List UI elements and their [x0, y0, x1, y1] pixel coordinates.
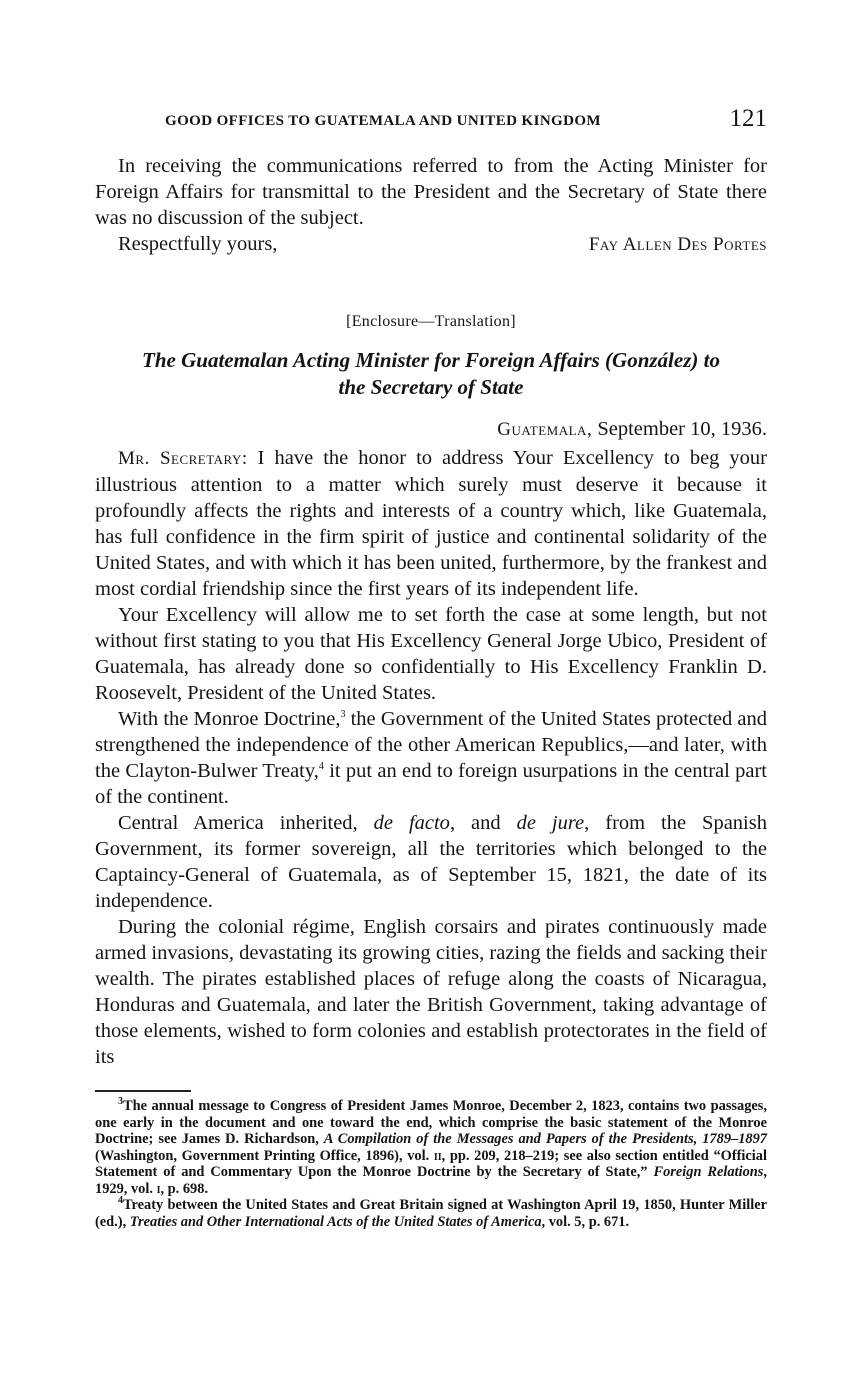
paragraph-1-text: I have the honor to address Your Excellency to beg your illustrious attention to a matter which surely must deserve it because it profoundly affects the rights and interests of a country which, like Guatemala, has full confidence in the firm spirit of justice and continental solidarity of the United States, and with which it has been united, furthermore, by the frankest and most cordial friendship since the first years of its independent life.: [95, 447, 768, 600]
paragraph-3-part-b: the Government of the United States protected and strengthened the independence of the other American Republics,—and later, with the Clayton-Bulwer Treaty,: [95, 708, 767, 782]
footnote-3-volume: ii: [433, 1147, 442, 1164]
footnote-4-part-a: Treaty between the United States and Great Britain signed at Washington April 19, 1850, Hunter Miller (ed.),: [95, 1197, 767, 1230]
letter-paragraph-2: Your Excellency will allow me to set forth the case at some length, but not without first stating to you that His Excellency General Jorge Ubico, President of Guatemala, has already done so confidentially to His Excellency Franklin D. Roosevelt, President of the United States.: [95, 604, 767, 704]
dateline-date: September 10, 1936.: [592, 418, 767, 440]
document-page: [95, 105, 767, 1230]
dateline: [95, 416, 767, 443]
footnote-ref-4: 4: [318, 761, 324, 773]
footnote-4-title: Treaties and Other International Acts of the United States of America: [129, 1213, 542, 1230]
paragraph-3-part-a: With the Monroe Doctrine,: [118, 708, 341, 730]
footnote-4-part-b: , vol. 5, p. 671.: [541, 1213, 630, 1230]
letter-paragraph-1: [95, 445, 767, 602]
paragraph-4-part-b: , and: [449, 812, 517, 834]
footnote-3-volume-2: i: [156, 1180, 161, 1197]
letter-paragraph-5: During the colonial régime, English corsairs and pirates continuously made armed invasions, devastating its growing cities, razing the fields and sacking their wealth. The pirates established places of refuge along the coasts of Nicaragua, Honduras and Guatemala, and later the British Government, taking advantage of those elements, wished to form colonies and establish protectorates in the field of its: [95, 916, 767, 1068]
footnote-3-title: A Compilation of the Messages and Papers of the Presidents, 1789–1897: [323, 1131, 767, 1147]
enclosure-label: [Enclosure—Translation]: [346, 313, 516, 330]
closing-line: [95, 231, 767, 258]
intro-paragraph: In receiving the communications referred to from the Acting Minister for Foreign Affairs for transmittal to the President and the Secretary of State there was no discussion of the subject.: [95, 155, 767, 229]
closing-text: Respectfully yours,: [118, 233, 278, 255]
document-title: [95, 347, 767, 401]
paragraph-3-part-c: it put an end to foreign usurpations in the central part of the continent.: [95, 760, 767, 808]
letter-paragraph-3: [95, 706, 767, 810]
footnote-3-part-d: , 1929, vol.: [95, 1164, 767, 1197]
footnote-3: [95, 1098, 767, 1197]
footnote-3-part-e: , p. 698.: [160, 1180, 209, 1197]
document-title-line-1: The Guatemalan Acting Minister for Foreign Affairs (González) to: [142, 348, 720, 372]
de-facto-term: de facto: [373, 812, 450, 834]
footnote-4: [95, 1197, 767, 1230]
footnote-ref-3: 3: [340, 709, 346, 721]
de-jure-term: de jure: [516, 812, 585, 834]
document-title-line-2: the Secretary of State: [338, 375, 524, 399]
signature: Fay Allen Des Portes: [588, 234, 767, 255]
running-head: [95, 105, 767, 139]
footnote-4-mark: 4: [118, 1195, 123, 1207]
page-number: 121: [729, 105, 767, 132]
paragraph-4-part-a: Central America inherited,: [118, 812, 374, 834]
letter-paragraph-4: [95, 810, 767, 914]
footnote-3-mark: 3: [118, 1096, 123, 1108]
footnote-3-foreign-relations: Foreign Relations: [653, 1164, 764, 1180]
footnote-3-part-b: (Washington, Government Printing Office, 1896), vol.: [95, 1147, 434, 1164]
dateline-place: Guatemala,: [497, 419, 593, 440]
salutation: Mr. Secretary:: [118, 448, 248, 469]
running-title: GOOD OFFICES TO GUATEMALA AND UNITED KINGDOM: [165, 113, 601, 129]
footnote-3-part-a: The annual message to Congress of President James Monroe, December 2, 1823, contains two passages, one early in the document and one toward the end, which comprise the basic statement of the Monroe Doctrine; see James D. Richardson,: [95, 1098, 767, 1147]
paragraph-4-part-c: , from the Spanish Government, its former sovereign, all the territories which belonged to the Captaincy-General of Guatemala, as of September 15, 1821, the date of its independence.: [95, 812, 767, 912]
footnote-divider: [95, 1090, 191, 1092]
footnote-3-part-c: , pp. 209, 218–219; see also section entitled “Official Statement of and Commentary Upon the Monroe Doctrine by the Secretary of State,”: [95, 1147, 767, 1180]
